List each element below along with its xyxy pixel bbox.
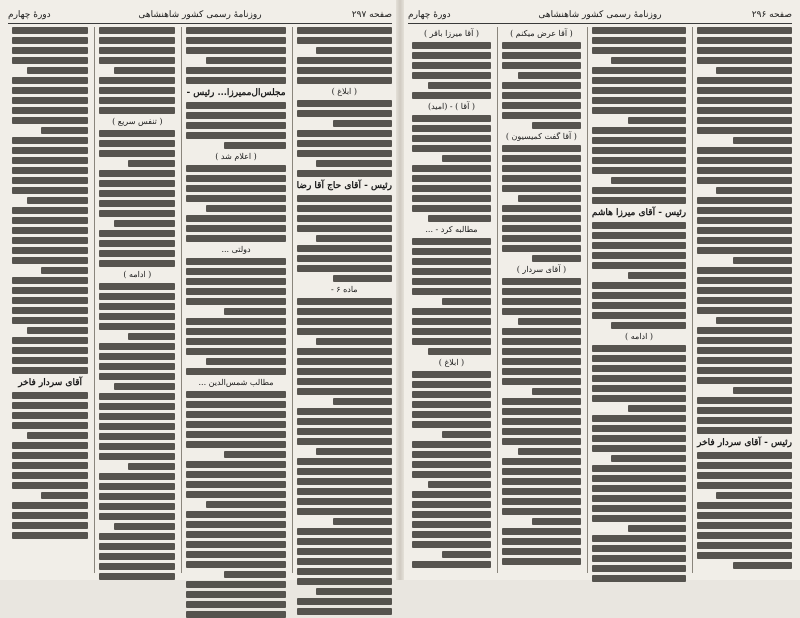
right-page-period: دورهٔ چهارم (408, 10, 451, 20)
right-col4-note3: ( ابلاغ ) (438, 358, 465, 367)
right-col1-heading: رئیس - آقای سردار فاخر (697, 438, 792, 448)
left-col3-note2: ( ادامه ) (123, 270, 152, 279)
right-col4-note: ( آقا میرزا باقر ) (423, 29, 479, 38)
left-col-1 (292, 27, 392, 573)
left-col4-heading: آقای سردار فاخر (18, 378, 82, 388)
left-page-header (8, 8, 392, 22)
right-page-title: روزنامهٔ رسمی کشور شاهنشاهی (538, 10, 662, 20)
right-col4-sub: مطالبه کرد - ... (425, 225, 478, 234)
left-col1-article: ماده ۶ - (330, 285, 358, 294)
left-col2-sub: دولتی ... (221, 245, 251, 254)
right-col-4 (408, 27, 491, 573)
right-col-1 (692, 27, 792, 573)
left-page (0, 0, 400, 580)
left-col2-sub2: مطالب شمس‌الدین ... (198, 378, 274, 387)
left-col-4 (8, 27, 88, 573)
left-page-columns (8, 27, 392, 573)
right-page-header (408, 8, 792, 22)
right-col-3 (497, 27, 581, 573)
right-page (400, 0, 800, 580)
right-col4-note2: ( آقا ) - (امید) (427, 102, 475, 111)
right-col3-note: ( آقا عرض میکنم ) (510, 29, 573, 38)
right-col3-note2: ( آقا گفت کمیسیون ) (505, 132, 577, 141)
right-col-2 (587, 27, 686, 573)
right-header-rule (408, 23, 792, 24)
left-col2-heading: مجلس‌ال‌ممیرزا... رئیس - (186, 88, 286, 98)
left-col3-note: ( تنفس سریع ) (112, 117, 163, 126)
left-page-number: صفحه ۲۹۷ (351, 10, 392, 20)
right-col2-speaker: رئیس - آقای میرزا هاشم (591, 208, 687, 218)
left-page-period: دورهٔ چهارم (8, 10, 51, 20)
left-col1-speaker: رئیس - آقای حاج آقا رضا (296, 181, 392, 191)
left-col-2 (181, 27, 285, 573)
right-page-number: صفحه ۲۹۶ (751, 10, 792, 20)
right-col2-note: ( ادامه ) (625, 332, 653, 341)
left-header-rule (8, 23, 392, 24)
right-page-columns (408, 27, 792, 573)
right-col3-note3: ( آقای سردار ) (516, 265, 567, 274)
left-page-title: روزنامهٔ رسمی کشور شاهنشاهی (138, 10, 262, 20)
left-col1-note: ( ابلاغ ) (331, 87, 357, 96)
left-col-3 (94, 27, 175, 573)
left-col2-note: ( اعلام شد ) (215, 152, 257, 161)
